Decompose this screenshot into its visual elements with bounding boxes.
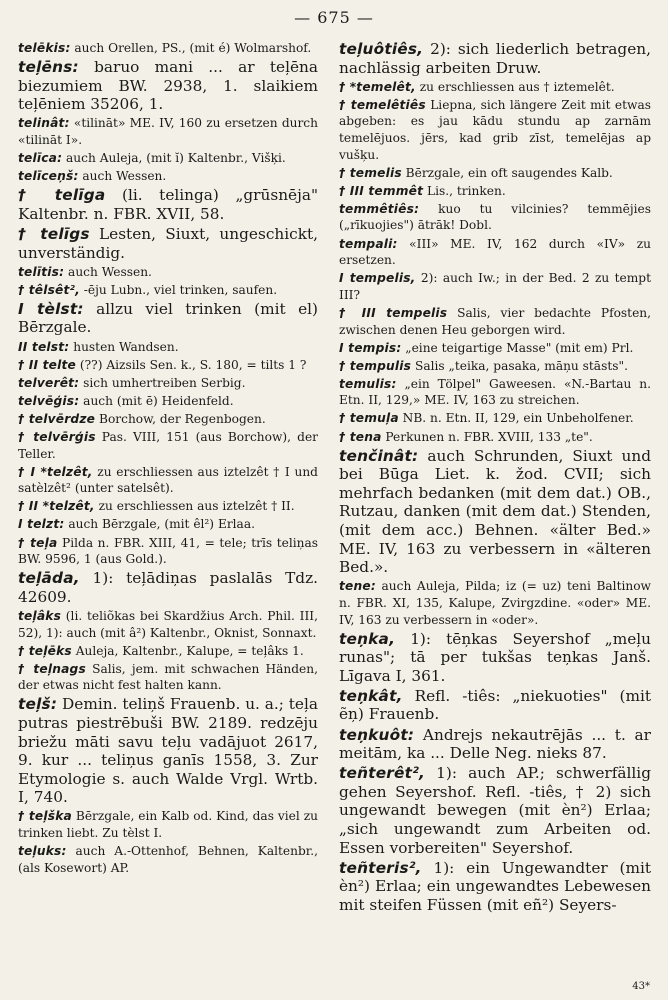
entry-body: zu erschliessen aus iztelzêt † I und satèlzêt² (unter satelsêt). [18, 464, 318, 496]
dictionary-entry [339, 305, 651, 338]
entry-body: Pilda n. FBR. XIII, 41, = tele; trīs teliņas BW. 9596, 1 (aus Gold.). [18, 535, 319, 567]
entry-headword: teļuks: [18, 844, 67, 859]
entry-body: baruo mani ... ar teļēna biezumiem BW. 2938, 1. slaikiem teļēniem 35206, 1. [18, 58, 318, 114]
entry-body: Lesten, Siuxt, ungeschickt, unverständig. [18, 224, 318, 262]
entry-body: auch Bērzgale, (mit êl²) Erlaa. [64, 517, 255, 532]
right-column [339, 40, 651, 916]
entry-headword: teņka, [339, 629, 396, 648]
entry-body: Salis, jem. mit schwachen Händen, der etwas nicht fest halten kann. [18, 661, 318, 693]
footer-signature: 43* [632, 981, 650, 992]
entry-headword: † telīga [18, 186, 106, 205]
entry-headword: teñterêt², [339, 764, 426, 783]
entry-headword: telītis: [18, 264, 65, 279]
entry-headword: I tempelis, [339, 271, 416, 286]
dictionary-entry [339, 447, 651, 577]
entry-body: Pas. VIII, 151 (aus Borchow), der Teller. [18, 429, 318, 461]
entry-body: auch (mit ē) Heidenfeld. [79, 393, 234, 408]
entry-body: „eine teigartige Masse" (mit em) Prl. [401, 340, 634, 355]
entry-headword: teļēns: [18, 58, 79, 77]
entry-body: Salis, vier bedachte Pfosten, zwischen denen Heu geborgen wird. [339, 305, 651, 337]
entry-headword: teļâks [18, 608, 62, 623]
dictionary-entry [18, 535, 318, 568]
dictionary-entry [18, 282, 318, 299]
left-column [18, 40, 318, 878]
entry-body: auch Auleja, (mit ĭ) Kaltenbr., Višķi. [62, 151, 286, 166]
dictionary-entry [339, 270, 651, 303]
entry-body: kuo tu vilcinies? temmējies („rīkuojies") ātrāk! Dobl. [339, 201, 651, 233]
entry-headword: † temelêtiês [339, 97, 426, 112]
dictionary-entry [18, 569, 318, 606]
entry-headword: I tèlst: [18, 299, 84, 318]
dictionary-entry [339, 376, 651, 409]
entry-body: Liepna, sich längere Zeit mit etwas abgeben: es jau kādu stundu ap zarnām temelējuos. jērs, kad grib zīst, temelējas ap vušķu. [339, 97, 651, 162]
dictionary-entry [18, 357, 318, 374]
entry-body: sich umhertreiben Serbig. [79, 375, 246, 390]
entry-headword: † telvērdze [18, 411, 96, 426]
entry-body: Demin. teliņš Frauenb. u. a.; teļa putras piestrēbuši BW. 2189. redzēju briežu māti savu teļu vadājuot 2617, 9. kur ... teliņus ganīs 1558, 3. Zur Etymologie s. auch Walde Vrgl. Wrtb. I, 740. [18, 695, 318, 807]
entry-body: husten Wandsen. [69, 339, 179, 354]
entry-headword: teļš: [18, 695, 58, 714]
entry-headword: telverêt: [18, 375, 80, 390]
entry-body: zu erschliessen aus † iztemelêt. [415, 79, 615, 94]
dictionary-entry [18, 115, 318, 148]
entry-body: «tilināt» ME. IV, 160 zu ersetzen durch «tilināt I». [18, 116, 318, 147]
dictionary-entry [18, 464, 318, 497]
entry-headword: † II *telzêt, [18, 499, 95, 514]
entry-body: „ein Tölpel" Gaweesen. «N.-Bartau n. Etn. II, 129,» ME. IV, 163 zu streichen. [339, 376, 651, 408]
dictionary-entry [339, 236, 651, 269]
dictionary-entry [18, 168, 318, 185]
entry-headword: teļāda, [18, 569, 80, 588]
dictionary-entry [18, 411, 318, 428]
entry-headword: † II telte [18, 357, 77, 372]
dictionary-entry [18, 429, 318, 462]
page-number: — 675 — [294, 8, 374, 27]
entry-headword: telēkis: [18, 41, 71, 55]
dictionary-entry [18, 186, 318, 223]
dictionary-entry [18, 58, 318, 114]
entry-body: Refl. -tiês: „niekuoties" (mit ẽņ) Frauenb. [339, 686, 651, 724]
dictionary-entry [339, 578, 651, 628]
dictionary-entry [18, 40, 318, 57]
dictionary-entry [18, 150, 318, 167]
entry-body: (??) Aizsils Sen. k., S. 180, = tilts 1 ? [76, 357, 307, 372]
dictionary-entry [18, 300, 318, 337]
entry-body: zu erschliessen aus iztelzêt † II. [94, 499, 295, 514]
dictionary-entry [339, 687, 651, 724]
entry-headword: II telst: [18, 339, 70, 354]
entry-headword: † teļēks [18, 643, 72, 658]
entry-body: Perkunen n. FBR. XVIII, 133 „te". [381, 429, 593, 444]
entry-body: 1): ein Ungewandter (mit èn²) Erlaa; ein ungewandtes Lebewesen mit steifen Füssen (mit eñ²) Seyers- [339, 858, 651, 914]
entry-body: NB. n. Etn. II, 129, ein Unbeholfener. [398, 411, 634, 426]
dictionary-entry [18, 225, 318, 262]
entry-headword: tempali: [339, 236, 398, 251]
entry-headword: teņkuôt: [339, 725, 415, 744]
entry-body: auch A.-Ottenhof, Behnen, Kaltenbr., (als Kosewort) AP. [18, 844, 318, 875]
dictionary-entry [339, 165, 651, 182]
dictionary-entry [18, 498, 318, 515]
entry-body: auch Orellen, PS., (mit é) Wolmarshof. [70, 41, 312, 55]
dictionary-entry [18, 516, 318, 533]
entry-body: 2): auch Iw.; in der Bed. 2 zu tempt III? [339, 271, 652, 302]
dictionary-entry [339, 726, 651, 763]
entry-body: Borchow, der Regenbogen. [95, 411, 266, 426]
dictionary-entry [339, 201, 651, 234]
entry-headword: † teļa [18, 535, 58, 550]
entry-headword: † III temmêt [339, 183, 424, 198]
entry-body: «III» ME. IV, 162 durch «IV» zu ersetzen. [339, 236, 651, 268]
dictionary-entry [339, 764, 651, 857]
dictionary-entry [18, 375, 318, 392]
entry-body: Auleja, Kaltenbr., Kalupe, = teļâks 1. [71, 643, 304, 658]
dictionary-entry [18, 393, 318, 410]
entry-headword: temmêtiês: [339, 201, 420, 216]
entry-body: Andrejs nekautrējās ... t. ar meitām, ka ... Delle Neg. nieks 87. [339, 725, 651, 763]
entry-headword: I tempis: [339, 340, 402, 355]
dictionary-entry [339, 630, 651, 686]
entry-headword: † III tempelis [339, 305, 448, 320]
entry-headword: † temuļa [339, 411, 399, 426]
entry-body: Bērzgale, ein Kalb od. Kind, das viel zu trinken liebt. Zu tèlst I. [18, 809, 318, 841]
entry-body: auch Wessen. [78, 169, 167, 184]
dictionary-entry [18, 264, 318, 281]
entry-headword: † *temelêt, [339, 79, 416, 94]
entry-body: -ēju Lubn., viel trinken, saufen. [79, 282, 278, 297]
dictionary-entry [18, 608, 318, 641]
entry-headword: temulis: [339, 376, 397, 391]
entry-body: auch Wessen. [64, 264, 152, 279]
entry-headword: † tempulis [339, 358, 412, 373]
entry-body: allzu viel trinken (mit el) Bērzgale. [18, 299, 318, 337]
entry-body: auch Schrunden, Siuxt und bei Būga Liet. k. žod. CVII; sich mehrfach bedanken (mit dem dat.) OB., Rutzau, danken (mit dem dat.) Stenden, (mit dem acc.) Behnen. «älter Bed.» ME. IV, 163 zu verbessern in «älteren Bed.». [339, 446, 651, 577]
entry-headword: tene: [339, 579, 376, 594]
dictionary-entry [339, 429, 651, 446]
entry-headword: teļuôtiês, [339, 40, 424, 58]
entry-headword: † teļnags [18, 661, 86, 676]
dictionary-entry [18, 643, 318, 660]
entry-headword: telīca: [18, 151, 63, 166]
entry-headword: † telvērģis [18, 429, 96, 444]
dictionary-entry [339, 97, 651, 163]
dictionary-entry [339, 340, 651, 357]
dictionary-entry [339, 358, 651, 375]
entry-body: Salis „teika, pasaka, māņu stāsts". [411, 358, 628, 373]
entry-headword: † I *telzêt, [18, 464, 93, 479]
dictionary-entry [339, 79, 651, 96]
dictionary-entry [18, 661, 318, 694]
entry-headword: teñteris², [339, 858, 422, 877]
entry-body: Bērzgale, ein oft saugendes Kalb. [401, 165, 613, 180]
dictionary-entry [18, 695, 318, 807]
entry-body: 1): tēņkas Seyershof „meļu runas"; tā per tukšas teņkas Janš. Līgava I, 361. [339, 629, 651, 685]
entry-headword: † telīgs [18, 224, 90, 243]
entry-headword: teņkât, [339, 686, 403, 705]
entry-body: (li. telinga) „grūsnēja" Kaltenbr. n. FBR. XVII, 58. [18, 186, 318, 223]
dictionary-entry [18, 808, 318, 841]
dictionary-entry [18, 843, 318, 876]
entry-body: 2): sich liederlich betragen, nachlässig arbeiten Druw. [339, 40, 651, 77]
dictionary-entry [18, 339, 318, 356]
entry-headword: telīceņš: [18, 169, 79, 184]
entry-body: 1): auch AP.; schwerfällig gehen Seyershof. Refl. -tiês, † 2) sich ungewandt bewegen (mit èn²) Erlaa; „sich ungewandt zum Arbeiten od. Essen vorbereiten" Seyershof. [339, 764, 651, 857]
dictionary-entry [339, 183, 651, 200]
entry-headword: telinât: [18, 116, 70, 131]
entry-body: auch Auleja, Pilda; iz (= uz) teni Baltinow n. FBR. XI, 135, Kalupe, Zvirgzdine. «oder» ME. IV, 163 zu verbessern in «oder». [339, 579, 651, 627]
entry-headword: I telzt: [18, 517, 65, 532]
entry-headword: † tena [339, 429, 382, 444]
dictionary-entry [339, 40, 651, 77]
dictionary-entry [339, 410, 651, 427]
entry-headword: † têlsêt², [18, 282, 80, 297]
entry-headword: telvēģis: [18, 393, 80, 408]
entry-headword: † temelis [339, 165, 402, 180]
entry-body: (li. teliõkas bei Skardžius Arch. Phil. III, 52), 1): auch (mit â²) Kaltenbr., Oknist, Sonnaxt. [18, 608, 318, 640]
entry-body: 1): teļādiņas paslalās Tdz. 42609. [18, 569, 318, 606]
dictionary-entry [339, 859, 651, 915]
entry-body: Lis., trinken. [423, 183, 506, 198]
entry-headword: tenčinât: [339, 446, 419, 465]
entry-headword: † teļška [18, 809, 72, 824]
